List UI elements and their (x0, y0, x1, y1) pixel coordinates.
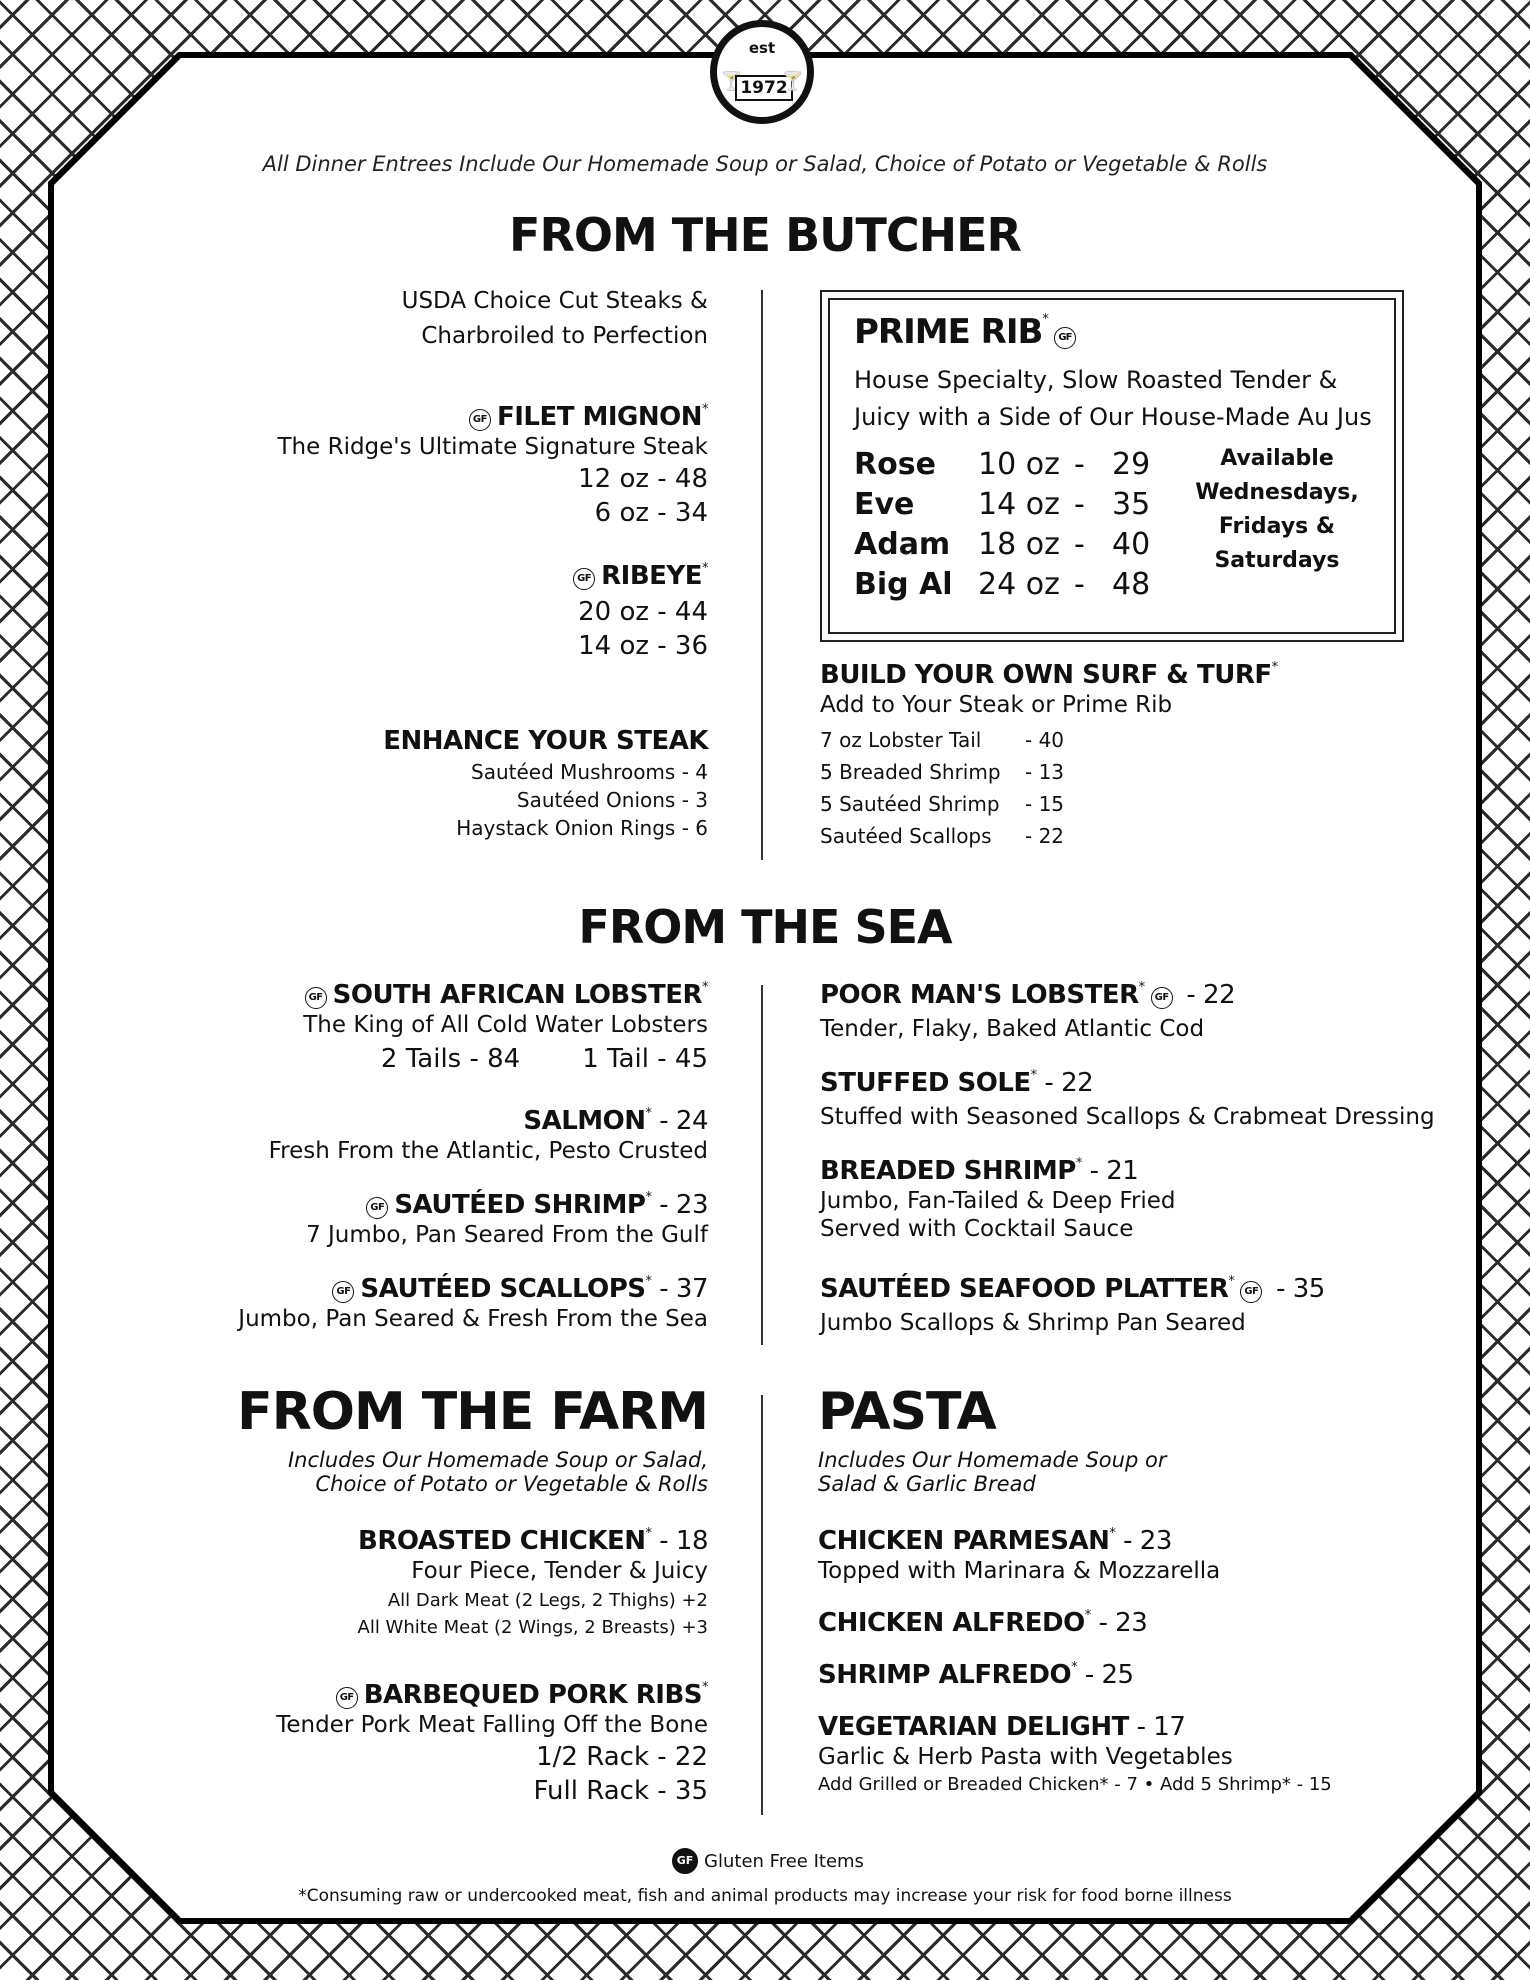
item-desc: Tender, Flaky, Baked Atlantic Cod (820, 1016, 1205, 1042)
sea-heading: FROM THE SEA (578, 900, 952, 954)
enhance-title: ENHANCE YOUR STEAK (383, 726, 708, 756)
item-name: BARBEQUED PORK RIBS (363, 1680, 702, 1710)
prime-rib-cut: Adam (854, 527, 951, 562)
gluten-free-icon: GF (672, 1848, 698, 1874)
pasta-heading: PASTA (818, 1382, 996, 1442)
prime-rib-size: 24 oz (978, 567, 1060, 602)
item-name: RIBEYE (601, 561, 702, 591)
pork-ribs-item: GF BARBEQUED PORK RIBS* Tender Pork Meat Falling Off the Bone 1/2 Rack - 22 Full Rack - 35 (276, 1680, 708, 1806)
item-addon: Add Grilled or Breaded Chicken* - 7 • Add 5 Shrimp* - 15 (818, 1774, 1332, 1795)
chicken-alfredo-item: CHICKEN ALFREDO* - 23 (818, 1608, 1148, 1638)
farm-section (237, 1382, 708, 1496)
prime-rib-price: 29 (1112, 447, 1151, 482)
sauteed-shrimp-item: GF SAUTÉED SHRIMP* - 23 7 Jumbo, Pan Seared From the Gulf (306, 1190, 708, 1248)
stuffed-sole-item: STUFFED SOLE* - 22 Stuffed with Seasoned Scallops & Crabmeat Dressing (820, 1068, 1435, 1130)
item-name: BREADED SHRIMP (820, 1156, 1076, 1186)
availability-note: Available Wednesdays, Fridays & Saturdays (1195, 446, 1359, 573)
gluten-free-icon: GF (469, 409, 491, 431)
enhance-steak (383, 726, 708, 840)
item-name: BROASTED CHICKEN (358, 1526, 646, 1556)
prime-rib-cut: Rose (854, 447, 936, 482)
pasta-intro: Includes Our Homemade Soup or (818, 1448, 1167, 1472)
prime-rib-size: 14 oz (978, 487, 1060, 522)
tagline: All Dinner Entrees Include Our Homemade Soup or Salad, Choice of Potato or Vegetable & Rolls (262, 152, 1268, 176)
item-desc: Four Piece, Tender & Juicy (411, 1558, 708, 1584)
surf-turf: BUILD YOUR OWN SURF & TURF* Add to Your Steak or Prime Rib 7 oz Lobster Tail - 40 5 Breaded Shrimp - 13 5 Sautéed Shrimp - 15 Sautéed Scallops - 22 (820, 660, 1278, 856)
farm-heading: FROM THE FARM (237, 1382, 708, 1442)
gluten-free-icon: GF (1240, 1281, 1262, 1303)
filet-mignon-item: GF FILET MIGNON* The Ridge's Ultimate Signature Steak 12 oz - 48 6 oz - 34 (277, 402, 708, 528)
item-desc: Tender Pork Meat Falling Off the Bone (276, 1712, 708, 1738)
item-desc: Topped with Marinara & Mozzarella (818, 1558, 1221, 1584)
martini-glass-icon: 🍸 (781, 71, 804, 92)
item-name: SAUTÉED SHRIMP (394, 1190, 646, 1220)
item-price: 1/2 Rack - 22 (536, 1742, 708, 1772)
dash: - (1074, 567, 1085, 602)
item-name: SAUTÉED SEAFOOD PLATTER (820, 1274, 1229, 1304)
gf-legend-text: Gluten Free Items (704, 1851, 864, 1872)
dash: - (1074, 447, 1085, 482)
surf-item: 5 Sautéed Shrimp - 15 (820, 792, 1065, 816)
item-price: 20 oz - 44 (578, 597, 708, 627)
vegetarian-delight-item: VEGETARIAN DELIGHT - 17 Garlic & Herb Pasta with Vegetables Add Grilled or Breaded Chicken* - 7 • Add 5 Shrimp* - 15 (818, 1712, 1332, 1795)
butcher-intro-line: Charbroiled to Perfection (421, 323, 708, 349)
logo-year: 1972 (735, 75, 793, 101)
pasta-intro: Salad & Garlic Bread (818, 1472, 1036, 1496)
prime-rib-price: 48 (1112, 567, 1151, 602)
dash: - (1074, 487, 1085, 522)
item-name: CHICKEN PARMESAN (818, 1526, 1110, 1556)
breaded-shrimp-item: BREADED SHRIMP* - 21 Jumbo, Fan-Tailed & Deep Fried Served with Cocktail Sauce (820, 1156, 1176, 1242)
prime-rib-price: 35 (1112, 487, 1151, 522)
martini-glass-icon: 🍸 (720, 71, 743, 92)
item-desc: Jumbo, Fan-Tailed & Deep Fried (820, 1188, 1176, 1214)
prime-rib-desc-line: House Specialty, Slow Roasted Tender & (854, 366, 1338, 394)
broasted-chicken-item: BROASTED CHICKEN* - 18 Four Piece, Tender & Juicy All Dark Meat (2 Legs, 2 Thighs) +2 All White Meat (2 Wings, 2 Breasts) +3 (357, 1526, 708, 1638)
item-name: POOR MAN'S LOBSTER (820, 980, 1139, 1010)
column-divider (761, 290, 763, 860)
item-name: SAUTÉED SCALLOPS (360, 1274, 646, 1304)
item-name: VEGETARIAN DELIGHT (818, 1712, 1129, 1742)
item-desc: 7 Jumbo, Pan Seared From the Gulf (306, 1222, 708, 1248)
lobster-item: GF SOUTH AFRICAN LOBSTER* The King of All Cold Water Lobsters 2 Tails - 84 1 Tail - 45 (299, 980, 708, 1074)
gluten-free-icon: GF (336, 1687, 358, 1709)
item-name: SOUTH AFRICAN LOBSTER (332, 980, 702, 1010)
surf-turf-title: BUILD YOUR OWN SURF & TURF (820, 660, 1272, 690)
surf-turf-desc: Add to Your Steak or Prime Rib (820, 692, 1173, 718)
item-price: 12 oz - 48 (578, 464, 708, 494)
butcher-intro-line: USDA Choice Cut Steaks & (401, 288, 708, 314)
item-desc: Served with Cocktail Sauce (820, 1216, 1134, 1242)
prime-rib-price: 40 (1112, 527, 1151, 562)
prime-rib-size: 18 oz (978, 527, 1060, 562)
item-price: Full Rack - 35 (533, 1776, 708, 1806)
item-option: All Dark Meat (2 Legs, 2 Thighs) +2 (387, 1590, 708, 1611)
prime-rib-cut: Eve (854, 487, 915, 522)
item-name: STUFFED SOLE (820, 1068, 1031, 1098)
prime-rib-title: PRIME RIB (854, 312, 1043, 352)
item-name: FILET MIGNON (496, 402, 702, 432)
sauteed-scallops-item: GF SAUTÉED SCALLOPS* - 37 Jumbo, Pan Seared & Fresh From the Sea (238, 1274, 708, 1332)
butcher-intro (402, 284, 708, 354)
surf-item: Sautéed Scallops - 22 (820, 824, 1065, 848)
gluten-free-icon: GF (1054, 327, 1076, 349)
item-price: 14 oz - 36 (578, 631, 708, 661)
salmon-item: SALMON* - 24 Fresh From the Atlantic, Pesto Crusted (268, 1106, 708, 1164)
est-1972-logo (710, 20, 814, 124)
item-desc: The King of All Cold Water Lobsters (303, 1012, 708, 1038)
item-price: 6 oz - 34 (594, 498, 708, 528)
logo-est: est (748, 39, 776, 57)
item-name: SHRIMP ALFREDO (818, 1660, 1072, 1690)
prime-rib-size: 10 oz (978, 447, 1060, 482)
shrimp-alfredo-item: SHRIMP ALFREDO* - 25 (818, 1660, 1134, 1690)
item-desc: The Ridge's Ultimate Signature Steak (277, 434, 708, 460)
item-desc: Garlic & Herb Pasta with Vegetables (818, 1744, 1233, 1770)
chicken-parmesan-item: CHICKEN PARMESAN* - 23 Topped with Marinara & Mozzarella (818, 1526, 1221, 1584)
gluten-free-icon: GF (573, 568, 595, 590)
food-warning: *Consuming raw or undercooked meat, fish and animal products may increase your risk for food borne illness (298, 1886, 1232, 1906)
dash: - (1074, 527, 1085, 562)
item-name: CHICKEN ALFREDO (818, 1608, 1085, 1638)
ribeye-item: GF RIBEYE* 20 oz - 44 14 oz - 36 (567, 561, 708, 661)
surf-item: 5 Breaded Shrimp - 13 (820, 760, 1065, 784)
gluten-free-icon: GF (332, 1281, 354, 1303)
gf-legend (0, 1848, 1530, 1874)
item-desc: Jumbo, Pan Seared & Fresh From the Sea (238, 1306, 708, 1332)
column-divider (761, 985, 763, 1345)
item-option: All White Meat (2 Wings, 2 Breasts) +3 (357, 1617, 708, 1638)
prime-rib-desc (854, 362, 1372, 436)
item-desc: Stuffed with Seasoned Scallops & Crabmeat Dressing (820, 1104, 1435, 1130)
gluten-free-icon: GF (1151, 987, 1173, 1009)
gluten-free-icon: GF (305, 987, 327, 1009)
enhance-item: Haystack Onion Rings - 6 (456, 816, 708, 840)
prime-rib-cut: Big Al (854, 567, 953, 602)
item-desc: Jumbo Scallops & Shrimp Pan Seared (820, 1310, 1246, 1336)
enhance-item: Sautéed Mushrooms - 4 (471, 760, 708, 784)
farm-intro: Includes Our Homemade Soup or Salad, (287, 1448, 708, 1472)
surf-item: 7 oz Lobster Tail - 40 (820, 728, 1065, 752)
pasta-section (818, 1382, 1166, 1496)
item-desc: Fresh From the Atlantic, Pesto Crusted (268, 1138, 708, 1164)
seafood-platter-item: SAUTÉED SEAFOOD PLATTER*GF - 35 Jumbo Scallops & Shrimp Pan Seared (820, 1274, 1325, 1336)
farm-intro: Choice of Potato or Vegetable & Rolls (315, 1472, 708, 1496)
poor-mans-lobster-item: POOR MAN'S LOBSTER*GF - 22 Tender, Flaky, Baked Atlantic Cod (820, 980, 1236, 1042)
prime-rib-desc-line: Juicy with a Side of Our House-Made Au Jus (854, 403, 1372, 431)
butcher-heading: FROM THE BUTCHER (509, 208, 1021, 262)
item-price: 2 Tails - 84 1 Tail - 45 (380, 1044, 708, 1074)
gluten-free-icon: GF (366, 1197, 388, 1219)
item-name: SALMON (523, 1106, 646, 1136)
column-divider (761, 1395, 763, 1815)
prime-rib-box: PRIME RIB*GF House Specialty, Slow Roasted Tender & Juicy with a Side of Our House-Made Au Jus Rose 10 oz - 29 Eve 14 oz - 35 Adam 18 oz - 40 Big Al 24 oz - 48 Available Wednesdays, Fridays & Saturdays (820, 290, 1404, 642)
enhance-item: Sautéed Onions - 3 (516, 788, 708, 812)
